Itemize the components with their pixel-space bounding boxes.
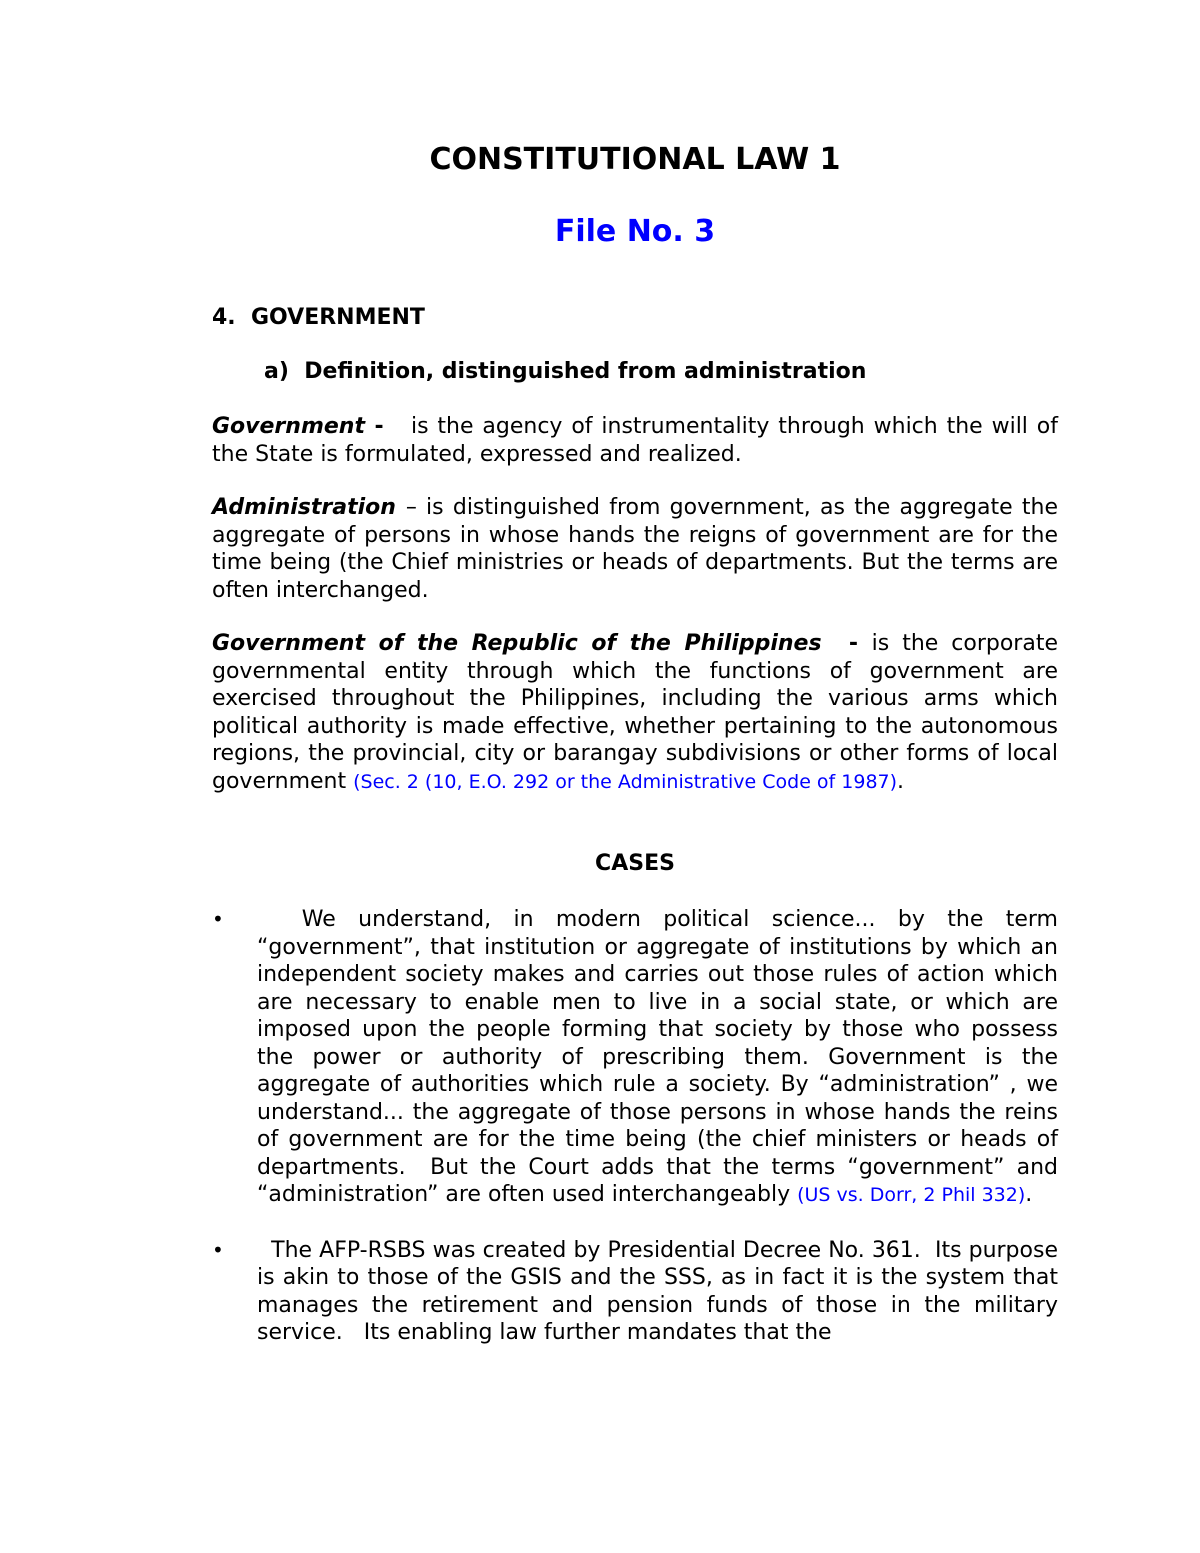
definition-text: is the corporate governmental entity through which the functions of government are exercised throughout the Philippines, including the various arms which political authority is made effective, whether pertaining to the autonomous regions, the provincial, city or barangay subdivisions or other forms of local government [212,631,1058,794]
section-title: GOVERNMENT [251,305,425,330]
cases-heading: CASES [595,851,675,876]
case-citation: (US vs. Dorr, 2 Phil 332) [797,1184,1026,1206]
definition-term: Government [212,414,365,439]
subsection-title: Definition, distinguished from administration [304,359,867,384]
section-number: 4. [212,305,236,330]
bullet-icon: • [212,907,224,931]
definition-separator: - [364,414,394,439]
file-number: File No. 3 [554,214,716,249]
definition-administration [212,494,1058,604]
case-end: . [1025,1182,1033,1207]
bullet-icon: • [212,1237,224,1262]
case-item [212,906,1065,1210]
case-item [212,1237,1065,1347]
definition-separator: - [821,631,872,656]
document-page [212,140,1065,1347]
subsection-heading [264,358,1058,386]
definition-government [212,413,1065,468]
document-title: CONSTITUTIONAL LAW 1 [429,142,841,177]
definition-text: – is distinguished from government, as the aggregate the aggregate of persons in whose hands the reigns of government are for the time being (the Chief ministries or heads of departments. But the terms are often interchanged. [212,495,1058,603]
definition-term: Government of the Republic of the Philippines [212,631,822,656]
definition-term: Administration [212,495,396,520]
subsection-label: a) [264,359,289,384]
section-heading [212,304,1058,332]
case-text: We understand, in modern political science... by the term “government”, that institution or aggregate of institutions by which an independent society makes and carries out those rules of action which are necessary to enable men to live in a social state, or which are imposed upon the people forming that society by those who possess the power or authority of prescribing them. Government is the aggregate of authorities which rule a society. By “administration” , we understand... the aggregate of those persons in whose hands the reins of government are for the time being (the chief ministers or heads of departments. But the Court adds that the terms “government” and “administration” are often used interchangeably [257,907,1065,1207]
definition-separator [396,495,406,520]
definition-end: . [897,768,905,794]
definition-citation: (Sec. 2 (10, E.O. 292 or the Administrative Code of 1987) [353,770,898,793]
definition-government-republic [212,630,1058,796]
definition-text: is the agency of instrumentality through which the will of the State is formulated, expressed and realized. [212,414,1065,467]
case-text: The AFP-RSBS was created by Presidential Decree No. 361. Its purpose is akin to those of the GSIS and the SSS, as in fact it is the system that manages the retirement and pension funds of those in the military service. Its enabling law further mandates that the [257,1237,1065,1345]
